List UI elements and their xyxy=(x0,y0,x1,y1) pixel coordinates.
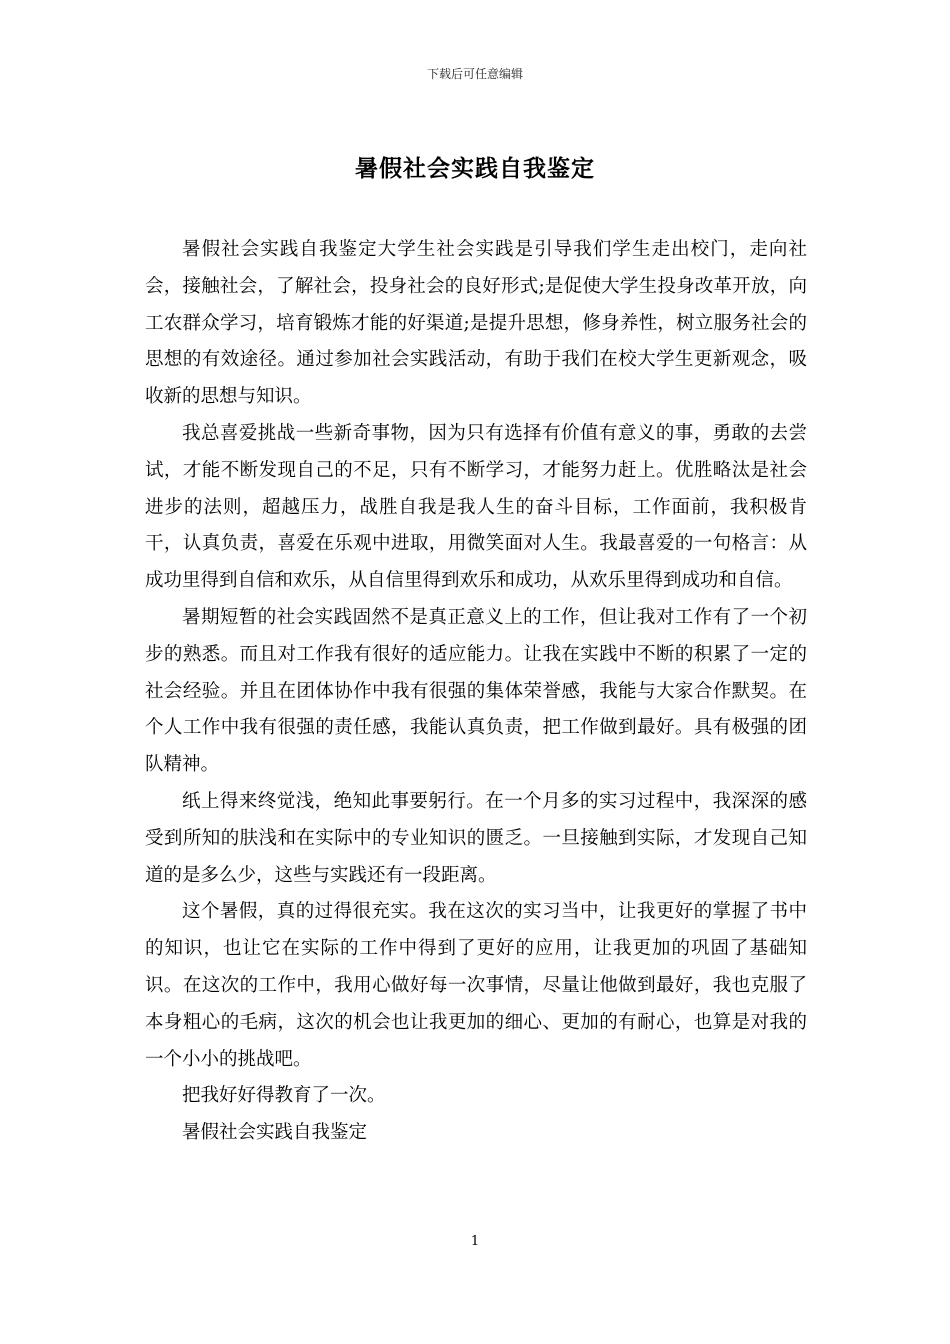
paragraph-2: 我总喜爱挑战一些新奇事物，因为只有选择有价值有意义的事，勇敢的去尝试，才能不断发现自己的不足，只有不断学习，才能努力赶上。优胜略汰是社会进步的法则，超越压力，战胜自我是我人生的奋斗目标，工作面前，我积极肯干，认真负责，喜爱在乐观中进取，用微笑面对人生。我最喜爱的一句格言：从成功里得到自信和欢乐，从自信里得到欢乐和成功，从欢乐里得到成功和自信。 xyxy=(145,422,807,592)
paragraph-6: 把我好好得教育了一次。 xyxy=(182,1085,386,1107)
paragraph-3: 暑期短暂的社会实践固然不是真正意义上的工作，但让我对工作有了一个初步的熟悉。而且对工作我有很好的适应能力。让我在实践中不断的积累了一定的社会经验。并且在团体协作中我有很强的集体荣誉感，我能与大家合作默契。在个人工作中我有很强的责任感，我能认真负责，把工作做到最好。具有极强的团队精神。 xyxy=(145,606,807,776)
document-body xyxy=(145,232,807,1152)
page-title: 暑假社会实践自我鉴定 xyxy=(355,155,595,182)
paragraph-7: 暑假社会实践自我鉴定 xyxy=(182,1122,368,1144)
paragraph-5: 这个暑假，真的过得很充实。我在这次的实习当中，让我更好的掌握了书中的知识，也让它在实际的工作中得到了更好的应用，让我更加的巩固了基础知识。在这次的工作中，我用心做好每一次事情，尽量让他做到最好，我也克服了本身粗心的毛病，这次的机会也让我更加的细心、更加的有耐心，也算是对我的一个小小的挑战吧。 xyxy=(145,901,807,1070)
page-number: 1 xyxy=(470,1234,480,1249)
paragraph-4: 纸上得来终觉浅，绝知此事要躬行。在一个月多的实习过程中，我深深的感受到所知的肤浅和在实际中的专业知识的匮乏。一旦接触到实际，才发现自己知道的是多么少，这些与实践还有一段距离。 xyxy=(145,790,807,886)
header-note: 下载后可任意编辑 xyxy=(426,67,523,81)
paragraph-1: 暑假社会实践自我鉴定大学生社会实践是引导我们学生走出校门，走向社会，接触社会，了解社会，投身社会的良好形式;是促使大学生投身改革开放，向工农群众学习，培育锻炼才能的好渠道;是提升思想，修身养性，树立服务社会的思想的有效途径。通过参加社会实践活动，有助于我们在校大学生更新观念，吸收新的思想与知识。 xyxy=(145,239,807,408)
